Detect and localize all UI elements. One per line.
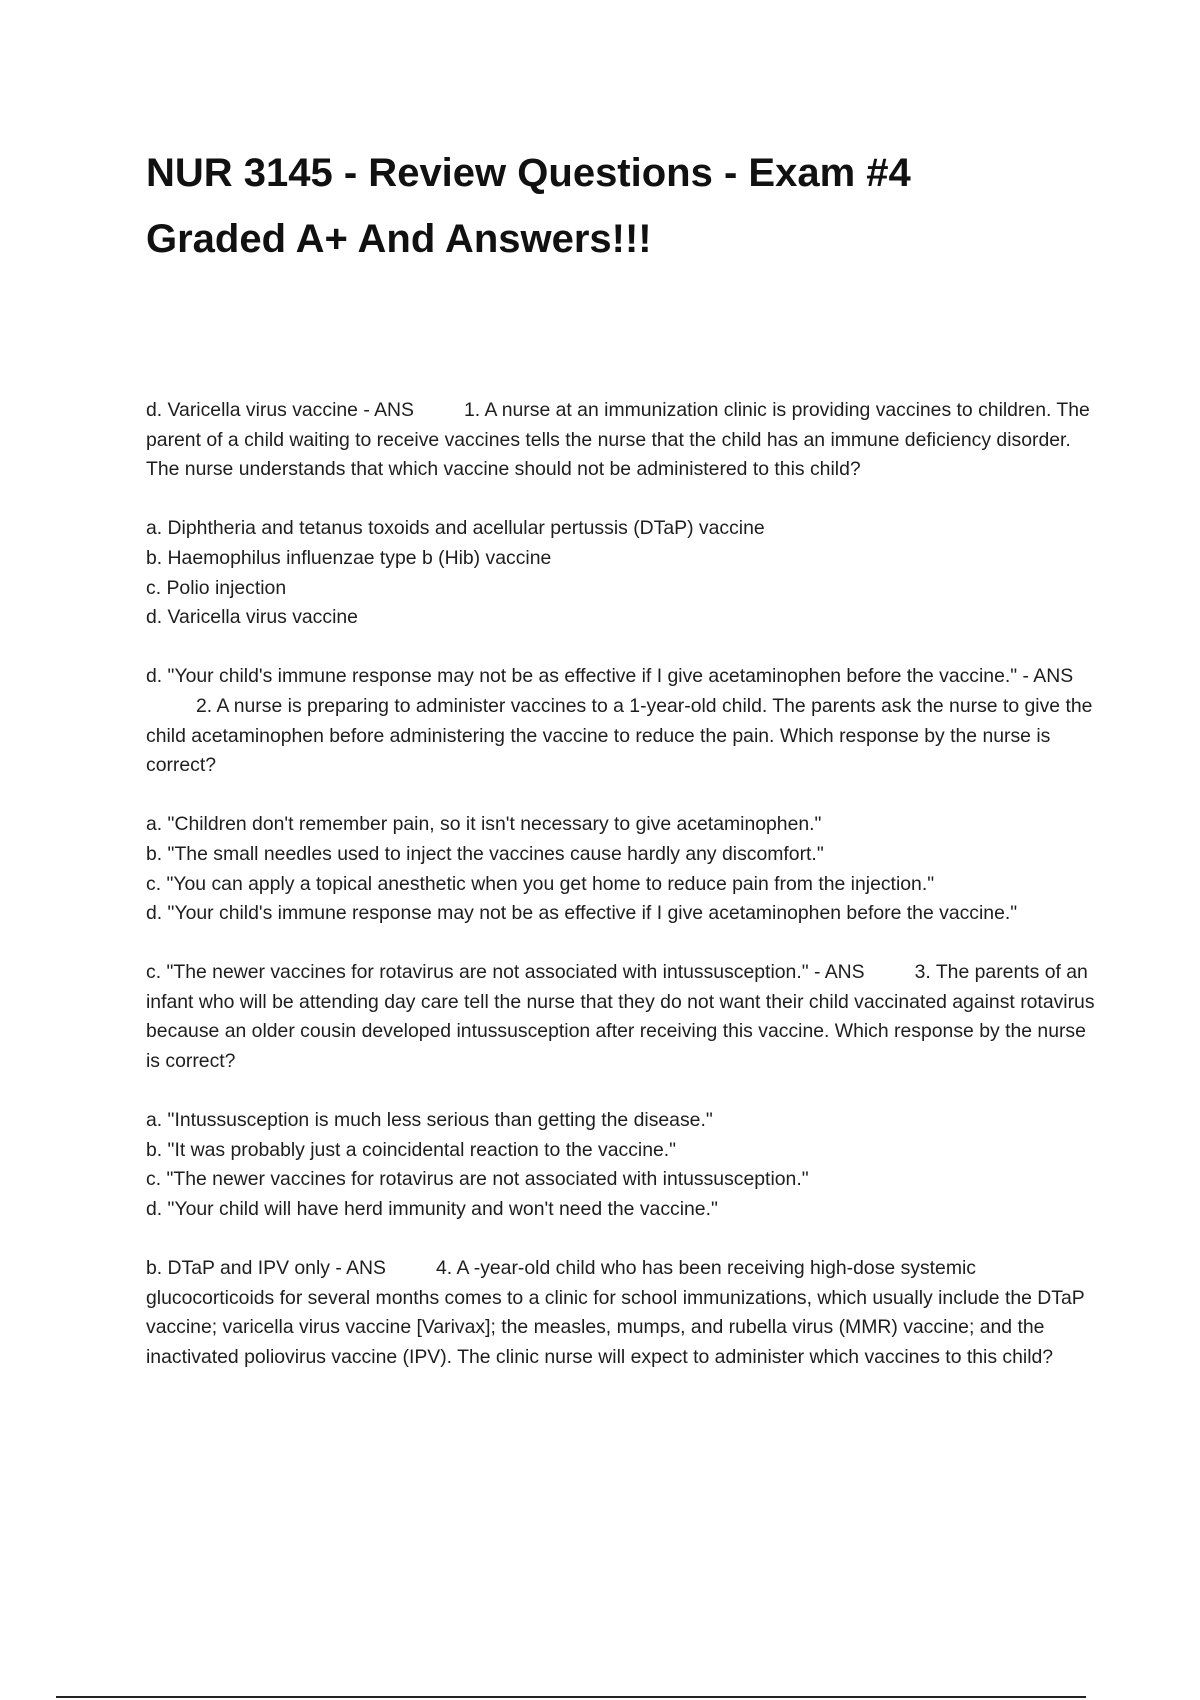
- questions-content: [146, 396, 1096, 1402]
- option-item: b. Haemophilus influenzae type b (Hib) vaccine: [146, 546, 552, 569]
- option-list: [146, 1106, 1096, 1224]
- question-stem: [146, 662, 1096, 780]
- title-line-1: NUR 3145 - Review Questions - Exam #4: [146, 151, 911, 195]
- answer-text: d. "Your child's immune response may not be as effective if I give acetaminophen before the vaccine." - ANS: [146, 665, 1074, 688]
- option-item: c. Polio injection: [146, 576, 287, 599]
- option-item: a. "Children don't remember pain, so it isn't necessary to give acetaminophen.": [146, 813, 822, 836]
- question-text: 4. A -year-old child who has been receiving high-dose systemic glucocorticoids for several months comes to a clinic for school immunizations, which usually include the DTaP vaccine; varicella virus vaccine [Varivax]; the measles, mumps, and rubella virus (MMR) vaccine; and the inactivated poliovirus vaccine (IPV). The clinic nurse will expect to administer which vaccines to this child?: [146, 1257, 1085, 1368]
- page-title: [146, 140, 1106, 272]
- option-item: d. "Your child's immune response may not be as effective if I give acetaminophen before the vaccine.": [146, 902, 1018, 925]
- option-list: [146, 810, 1096, 928]
- question-text: 3. The parents of an infant who will be attending day care tell the nurse that they do not want their child vaccinated against rotavirus because an older cousin developed intussusception after receiving this vaccine. Which response by the nurse is correct?: [146, 961, 1095, 1073]
- question-text: 2. A nurse is preparing to administer vaccines to a 1-year-old child. The parents ask the nurse to give the child acetaminophen before administering the vaccine to reduce the pain. Which response by the nurse is correct?: [146, 694, 1093, 777]
- question-block-4: [146, 1254, 1096, 1372]
- option-item: a. "Intussusception is much less serious than getting the disease.": [146, 1109, 713, 1132]
- option-item: c. "You can apply a topical anesthetic when you get home to reduce pain from the injection.": [146, 872, 935, 895]
- option-item: a. Diphtheria and tetanus toxoids and acellular pertussis (DTaP) vaccine: [146, 517, 765, 540]
- question-stem: [146, 396, 1096, 485]
- bottom-divider: [56, 1696, 1086, 1698]
- answer-text: b. DTaP and IPV only - ANS: [146, 1257, 386, 1280]
- question-block-1: [146, 396, 1096, 633]
- option-item: b. "The small needles used to inject the vaccines cause hardly any discomfort.": [146, 842, 824, 865]
- option-item: d. Varicella virus vaccine: [146, 606, 358, 629]
- question-block-3: [146, 958, 1096, 1224]
- option-item: d. "Your child will have herd immunity and won't need the vaccine.": [146, 1198, 718, 1221]
- question-text: 1. A nurse at an immunization clinic is providing vaccines to children. The parent of a child waiting to receive vaccines tells the nurse that the child has an immune deficiency disorder. The nurse understands that which vaccine should not be administered to this child?: [146, 399, 1090, 481]
- option-item: b. "It was probably just a coincidental reaction to the vaccine.": [146, 1138, 677, 1161]
- answer-text: c. "The newer vaccines for rotavirus are not associated with intussusception." - ANS: [146, 961, 865, 984]
- answer-text: d. Varicella virus vaccine - ANS: [146, 399, 414, 421]
- option-item: c. "The newer vaccines for rotavirus are not associated with intussusception.": [146, 1168, 809, 1191]
- question-stem: [146, 1254, 1096, 1372]
- question-stem: [146, 958, 1096, 1076]
- title-line-2: Graded A+ And Answers!!!: [146, 217, 652, 261]
- question-block-2: [146, 662, 1096, 928]
- option-list: [146, 514, 1096, 632]
